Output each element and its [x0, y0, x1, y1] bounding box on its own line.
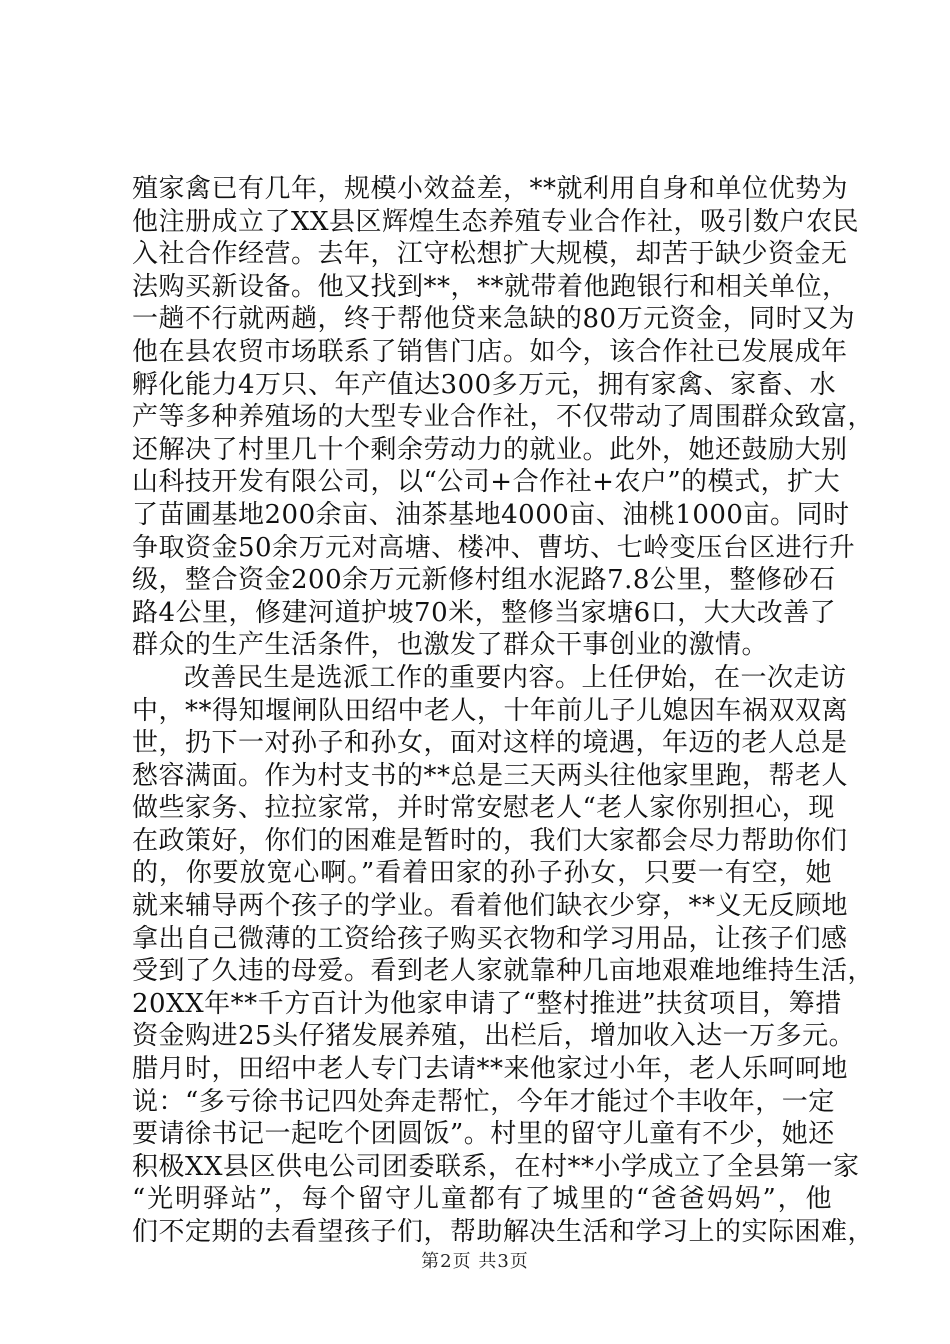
text-line: 世，扔下一对孙子和孙女，面对这样的境遇，年迈的老人总是: [132, 728, 848, 759]
text-line: 20XX年**千方百计为他家申请了“整村推进”扶贫项目，筹措: [132, 988, 842, 1019]
paragraph-start-line: 改善民生是选派工作的重要内容。上任伊始，在一次走访: [184, 662, 847, 693]
text-line: 受到了久违的母爱。看到老人家就靠种几亩地艰难地维持生活，: [132, 956, 875, 987]
text-line: 路4公里，修建河道护坡70米，整修当家塘6口，大大改善了: [132, 597, 837, 628]
text-line: 做些家务、拉拉家常，并时常安慰老人“老人家你别担心，现: [132, 793, 835, 824]
text-line: “光明驿站”，每个留守儿童都有了城里的“爸爸妈妈”，他: [132, 1184, 832, 1215]
text-line: 殖家禽已有几年，规模小效益差，**就利用自身和单位优势为: [132, 174, 849, 204]
text-line: 说：“多亏徐书记四处奔走帮忙，今年才能过个丰收年，一定: [132, 1086, 835, 1117]
body-text: [132, 173, 875, 1249]
text-line: 要请徐书记一起吃个团圆饭”。村里的留守儿童有不少，她还: [132, 1119, 835, 1150]
text-line: 争取资金50余万元对高塘、楼冲、曹坊、七岭变压台区进行升: [132, 532, 856, 563]
text-line: 法购买新设备。他又找到**，**就带着他跑银行和相关单位，: [132, 271, 849, 302]
text-line: 积极XX县区供电公司团委联系，在村**小学成立了全县第一家: [132, 1151, 860, 1182]
text-line: 拿出自己微薄的工资给孩子购买衣物和学习用品，让孩子们感: [132, 923, 848, 954]
text-line: 了苗圃基地200余亩、油茶基地4000亩、油桃1000亩。同时: [132, 499, 850, 530]
text-line: 产等多种养殖场的大型专业合作社，不仅带动了周围群众致富，: [132, 402, 875, 433]
text-line: 的，你要放宽心啊。”看着田家的孙子孙女，只要一有空，她: [132, 858, 832, 889]
page-number-footer: 第2页 共3页: [421, 1251, 529, 1272]
text-line: 孵化能力4万只、年产值达300多万元，拥有家禽、家畜、水: [132, 369, 837, 400]
text-line: 腊月时，田绍中老人专门去请**来他家过小年，老人乐呵呵地: [132, 1054, 849, 1085]
text-line: 资金购进25头仔猪发展养殖，出栏后，增加收入达一万多元。: [132, 1021, 856, 1052]
text-line: 山科技开发有限公司，以“公司+合作社+农户”的模式，扩大: [132, 467, 841, 498]
text-line: 就来辅导两个孩子的学业。看着他们缺衣少穿，**义无反顾地: [132, 891, 849, 922]
text-line: 中，**得知堰闸队田绍中老人，十年前儿子儿媳因车祸双双离: [132, 695, 849, 726]
text-line: 愁容满面。作为村支书的**总是三天两头往他家里跑，帮老人: [132, 760, 849, 791]
text-line: 还解决了村里几十个剩余劳动力的就业。此外，她还鼓励大别: [132, 434, 848, 465]
text-line: 入社合作经营。去年，江守松想扩大规模，却苦于缺少资金无: [132, 239, 848, 270]
text-line: 级，整合资金200余万元新修村组水泥路7.8公里，整修砂石: [132, 565, 836, 596]
text-line: 群众的生产生活条件，也激发了群众干事创业的激情。: [132, 630, 769, 661]
text-line: 们不定期的去看望孩子们，帮助解决生活和学习上的实际困难，: [132, 1217, 875, 1247]
text-line: 一趟不行就两趟，终于帮他贷来急缺的80万元资金，同时又为: [132, 304, 856, 335]
text-line: 在政策好，你们的困难是暂时的，我们大家都会尽力帮助你们: [132, 825, 848, 856]
text-line: 他注册成立了XX县区辉煌生态养殖专业合作社，吸引数户农民: [132, 206, 860, 237]
text-line: 他在县农贸市场联系了销售门店。如今，该合作社已发展成年: [132, 336, 848, 367]
